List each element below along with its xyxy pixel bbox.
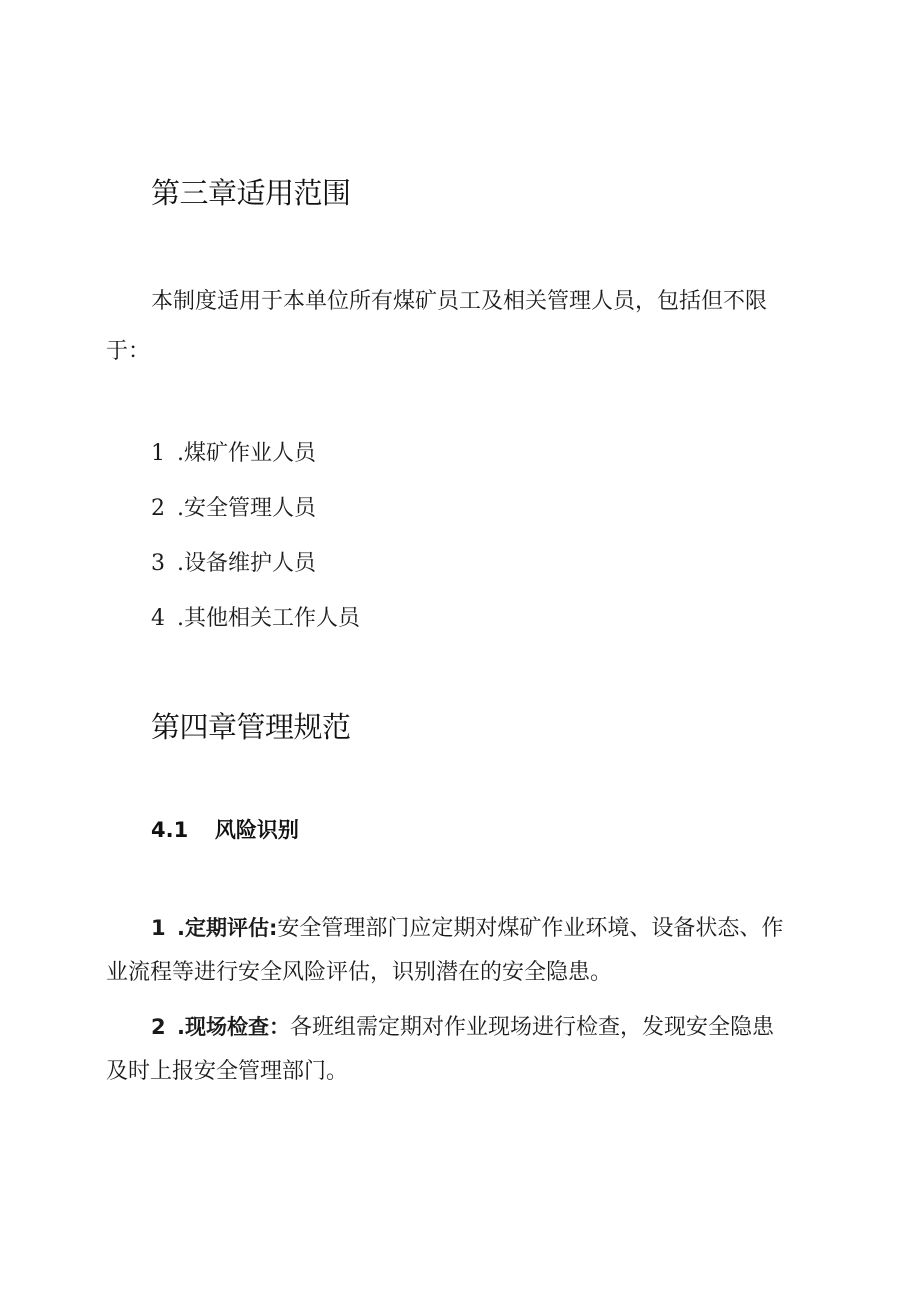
scope-list-item-number: 3 [151, 551, 165, 576]
clause-number: 1 [151, 916, 166, 940]
scope-list-item-number: 1 [151, 441, 165, 466]
scope-list-item-label: .煤矿作业人员 [177, 441, 316, 466]
chapter-4-title: 第四章管理规范 [151, 710, 351, 744]
clause-continuation: 业流程等进行安全风险评估，识别潜在的安全隐患。 [106, 960, 613, 985]
scope-list-item-number: 2 [151, 496, 165, 521]
scope-list-item [151, 549, 316, 579]
scope-list-item-label: .设备维护人员 [177, 551, 316, 576]
scope-list-item [151, 439, 316, 469]
clause-term: .定期评估: [177, 916, 278, 940]
scope-list-item-label: .安全管理人员 [177, 496, 316, 521]
chapter-3-intro-line-1: 本制度适用于本单位所有煤矿员工及相关管理人员，包括但不限 [151, 289, 768, 314]
section-4-1-heading [151, 815, 299, 845]
clause-first-line [151, 913, 783, 944]
clause-text: 安全管理部门应定期对煤矿作业环境、设备状态、作 [277, 916, 784, 941]
clause-number: 2 [151, 1015, 166, 1039]
clause-first-line [151, 1012, 774, 1043]
section-title: 风险识别 [214, 818, 299, 842]
clause-term: .现场检查： [177, 1015, 290, 1039]
chapter-3-intro-line-2: 于： [106, 339, 151, 364]
scope-list-item-label: .其他相关工作人员 [177, 606, 360, 631]
scope-list-item-number: 4 [151, 606, 165, 631]
chapter-3-title: 第三章适用范围 [151, 176, 351, 210]
clause-continuation: 及时上报安全管理部门。 [106, 1059, 349, 1084]
scope-list-item [151, 604, 360, 634]
section-number: 4.1 [151, 818, 189, 842]
scope-list-item [151, 494, 316, 524]
clause-text: 各班组需定期对作业现场进行检查，发现安全隐患 [289, 1015, 774, 1040]
